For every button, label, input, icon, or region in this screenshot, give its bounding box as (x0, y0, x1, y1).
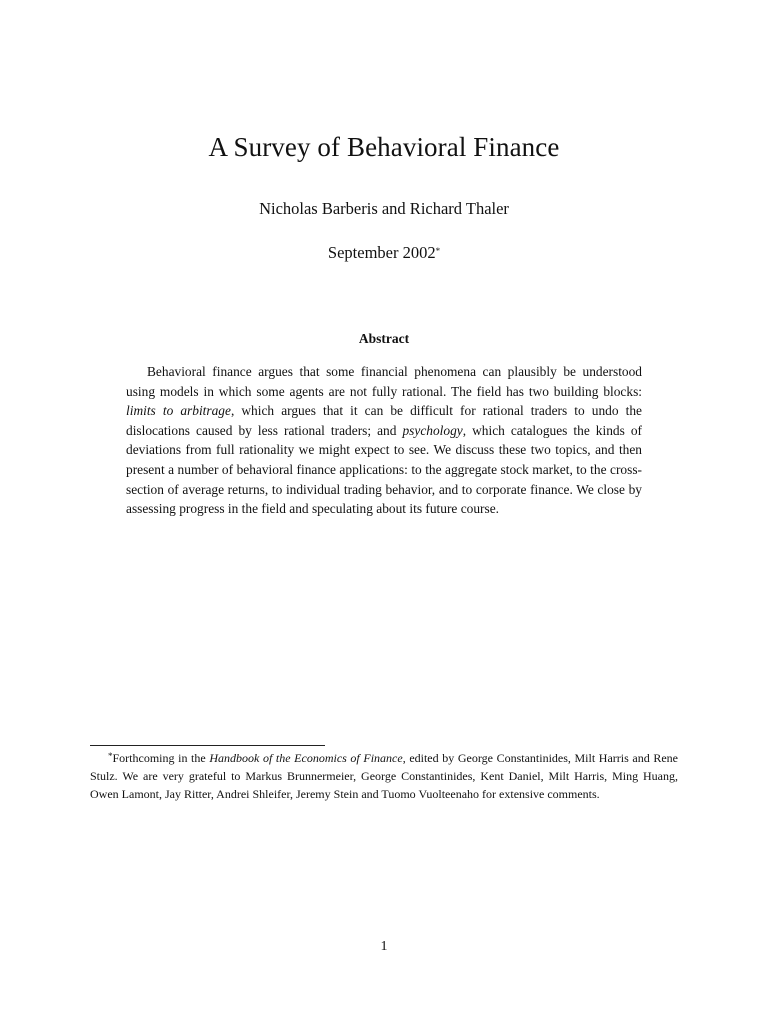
abstract-emphasis-psychology: psychology (402, 422, 463, 438)
footnote (90, 749, 678, 803)
abstract-text-part2: , which argues that it can be difficult for rational traders to undo the dislocations caused by less rational traders; and (126, 403, 642, 438)
footnote-text-part1: Forthcoming in the (112, 751, 210, 765)
abstract-body (126, 362, 642, 519)
abstract-text-part3: , which catalogues the kinds of deviations from full rationality we might expect to see. We discuss these two topics, and then present a number of behavioral finance applications: to the aggregate stock market, to the cross-section of average returns, to individual trading behavior, and to corporate finance. We close by assessing progress in the field and speculating about its future course. (126, 422, 642, 517)
abstract-text-part1: Behavioral finance argues that some financial phenomena can plausibly be understood using models in which some agents are not fully rational. The field has two building blocks: (126, 364, 642, 399)
paper-date-text: September 2002 (327, 243, 436, 262)
paper-date (0, 243, 768, 263)
abstract-emphasis-limits-to-arbitrage: limits to arbitrage (126, 403, 231, 419)
paper-authors: Nicholas Barberis and Richard Thaler (259, 199, 509, 218)
footnote-rule (90, 745, 325, 746)
paper-title: A Survey of Behavioral Finance (208, 132, 560, 162)
page-number: 1 (380, 939, 388, 954)
footnote-handbook-title: Handbook of the Economics of Finance (209, 751, 403, 765)
footnote-marker: * (108, 751, 113, 761)
abstract-heading: Abstract (358, 331, 410, 346)
date-footnote-marker: * (435, 246, 441, 256)
footnote-text-part2: , edited by George Constantinides, Milt Harris and Rene Stulz. We are very grateful to Markus Brunnermeier, George Constantinides, Kent Daniel, Milt Harris, Ming Huang, Owen Lamont, Jay Ritter, Andrei Shleifer, Jeremy Stein and Tuomo Vuolteenaho for extensive comments. (90, 751, 678, 801)
